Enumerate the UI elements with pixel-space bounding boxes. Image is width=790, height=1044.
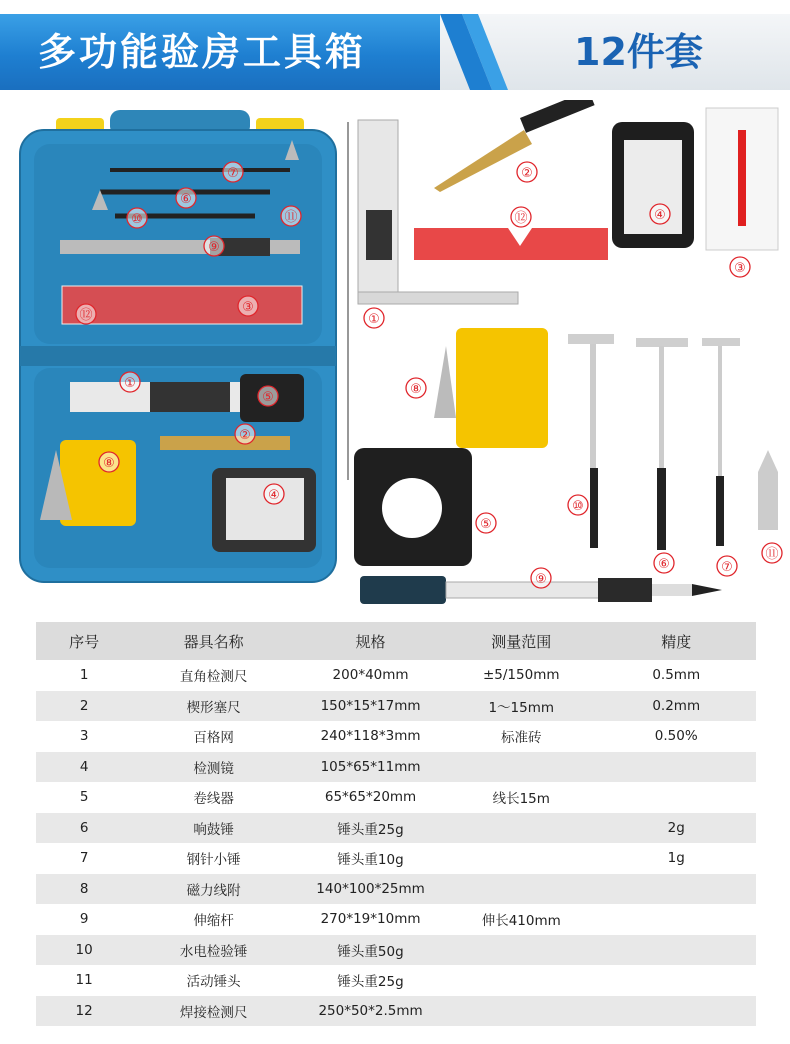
cell-range [446, 843, 596, 874]
product-photo [0, 100, 790, 610]
svg-text:⑩: ⑩ [131, 212, 143, 227]
cell-spec: 240*118*3mm [320, 728, 421, 745]
svg-text:②: ② [239, 428, 251, 443]
cell-name: 响鼓锤 [132, 813, 295, 844]
cell-name: 磁力线附 [132, 874, 295, 905]
cell-range [446, 874, 596, 905]
cell-index: 11 [75, 972, 93, 989]
svg-text:⑨: ⑨ [208, 240, 220, 255]
svg-text:⑧: ⑧ [103, 456, 115, 471]
svg-text:⑤: ⑤ [480, 517, 492, 532]
svg-text:①: ① [124, 376, 136, 391]
cell-spec: 锤头重10g [337, 852, 404, 869]
cell-range: 线长15m [492, 791, 550, 808]
cell-index: 6 [36, 813, 132, 844]
cell-name: 活动锤头 [186, 974, 241, 991]
cell-index: 2 [36, 691, 132, 722]
cell-name: 检测镜 [132, 752, 295, 783]
table-body [36, 660, 756, 1026]
cell-spec: 65*65*20mm [324, 789, 417, 806]
cell-range: 伸长410mm [481, 913, 561, 930]
cell-accuracy [596, 782, 756, 813]
svg-text:⑫: ⑫ [514, 211, 528, 226]
cell-index: 4 [36, 752, 132, 783]
product-title: 多功能验房工具箱 [38, 30, 367, 74]
cell-index: 5 [79, 789, 89, 806]
cell-spec: 270*19*10mm [320, 911, 421, 928]
cell-spec: 105*65*11mm [295, 752, 446, 783]
cell-name: 百格网 [193, 730, 234, 747]
svg-text:④: ④ [268, 488, 280, 503]
cell-spec: 锤头重50g [295, 935, 446, 966]
table-row [36, 904, 756, 935]
cell-name: 钢针小锤 [186, 852, 241, 869]
table-header-row [36, 622, 756, 660]
table-row [36, 782, 756, 813]
cell-range: 标准砖 [501, 730, 542, 747]
cell-accuracy: 1g [667, 850, 685, 867]
cell-accuracy [596, 996, 756, 1027]
svg-text:③: ③ [242, 300, 254, 315]
svg-text:⑩: ⑩ [572, 499, 584, 514]
title-banner [0, 14, 790, 90]
table-row [36, 813, 756, 844]
header-name: 器具名称 [132, 622, 295, 660]
svg-text:⑨: ⑨ [535, 572, 547, 587]
spec-table [36, 622, 756, 1026]
header-spec: 规格 [295, 622, 446, 660]
cell-name: 楔形塞尺 [132, 691, 295, 722]
cell-accuracy [596, 935, 756, 966]
cell-range [446, 965, 596, 996]
svg-text:④: ④ [654, 208, 666, 223]
svg-text:①: ① [368, 312, 380, 327]
cell-range: ±5/150mm [482, 667, 560, 684]
header-range: 测量范围 [446, 622, 596, 660]
svg-text:⑤: ⑤ [262, 390, 274, 405]
cell-spec: 锤头重25g [295, 813, 446, 844]
cell-spec: 140*100*25mm [295, 874, 446, 905]
set-count: 12件套 [574, 30, 703, 74]
svg-text:⑥: ⑥ [180, 192, 192, 207]
header-index: 序号 [36, 622, 132, 660]
cell-accuracy [596, 965, 756, 996]
table-row [36, 721, 756, 752]
svg-text:③: ③ [734, 261, 746, 276]
table-row [36, 935, 756, 966]
svg-text:⑦: ⑦ [227, 166, 239, 181]
cell-range [446, 813, 596, 844]
cell-accuracy: 0.5mm [652, 667, 701, 684]
cell-accuracy [596, 874, 756, 905]
svg-text:⑪: ⑪ [765, 547, 779, 562]
svg-text:⑪: ⑪ [284, 210, 298, 225]
table-row [36, 996, 756, 1027]
tools-display [348, 100, 778, 604]
svg-text:⑫: ⑫ [79, 308, 93, 323]
cell-spec: 250*50*2.5mm [295, 996, 446, 1027]
cell-accuracy: 0.2mm [596, 691, 756, 722]
cell-range: 1～15mm [446, 691, 596, 722]
cell-name: 卷线器 [193, 791, 234, 808]
svg-text:⑥: ⑥ [658, 557, 670, 572]
cell-spec: 锤头重25g [337, 974, 404, 991]
cell-index: 3 [79, 728, 89, 745]
svg-text:⑦: ⑦ [721, 560, 733, 575]
cell-accuracy [596, 752, 756, 783]
cell-accuracy: 2g [596, 813, 756, 844]
cell-spec: 200*40mm [332, 667, 409, 684]
cell-index: 9 [79, 911, 89, 928]
cell-spec: 150*15*17mm [295, 691, 446, 722]
cell-accuracy: 0.50% [654, 728, 698, 745]
cell-name: 直角检测尺 [179, 669, 248, 686]
cell-name: 伸缩杆 [193, 913, 234, 930]
table-row [36, 874, 756, 905]
table-row [36, 691, 756, 722]
header-accuracy: 精度 [596, 622, 756, 660]
cell-index: 8 [36, 874, 132, 905]
table-row [36, 843, 756, 874]
cell-name: 焊接检测尺 [132, 996, 295, 1027]
cell-index: 1 [79, 667, 89, 684]
table-row [36, 660, 756, 691]
cell-index: 12 [36, 996, 132, 1027]
svg-text:⑧: ⑧ [410, 382, 422, 397]
cell-index: 7 [79, 850, 89, 867]
cell-range [446, 935, 596, 966]
table-row [36, 965, 756, 996]
cell-index: 10 [36, 935, 132, 966]
cell-range [446, 996, 596, 1027]
cell-accuracy [596, 904, 756, 935]
cell-name: 水电检验锤 [132, 935, 295, 966]
svg-text:②: ② [521, 166, 533, 181]
cell-range [446, 752, 596, 783]
table-row [36, 752, 756, 783]
